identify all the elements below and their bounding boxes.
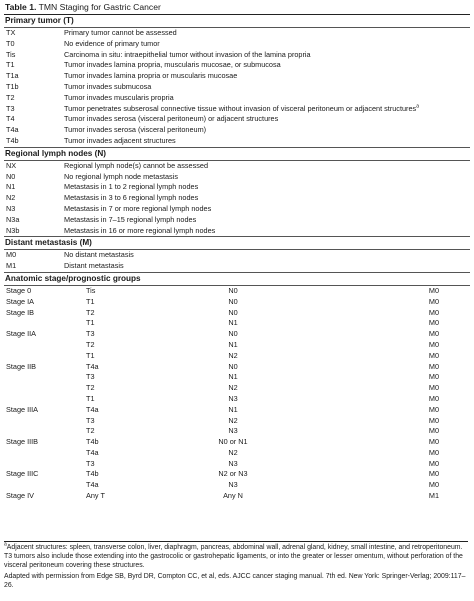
definition-code: N0 <box>6 171 16 181</box>
definition-code: Tis <box>6 49 16 59</box>
stage-m: M0 <box>428 480 439 490</box>
stage-name <box>4 459 86 470</box>
definition-text <box>64 204 470 215</box>
stage-row <box>4 286 470 297</box>
definition-row <box>4 104 470 115</box>
stage-t: T2 <box>86 339 95 349</box>
footnote-ref: a <box>416 103 419 110</box>
stage-m: M0 <box>428 361 439 371</box>
stage-row <box>4 383 470 394</box>
definition-text <box>64 82 470 93</box>
definition-text <box>64 60 470 71</box>
stage-n: Any N <box>223 491 243 501</box>
stage-t: T4b <box>86 437 99 447</box>
definition-desc: Tumor invades adjacent structures <box>64 135 176 145</box>
stage-m: M0 <box>428 415 439 425</box>
stage-m: M0 <box>428 307 439 317</box>
stage-n: N2 <box>228 447 238 457</box>
stage-m: M0 <box>428 285 439 295</box>
stage-n: N2 <box>228 350 238 360</box>
definition-row <box>4 204 470 215</box>
definition-row <box>4 93 470 104</box>
definition-desc: Primary tumor cannot be assessed <box>64 28 177 37</box>
stage-name <box>4 426 86 437</box>
definition-text <box>64 136 470 147</box>
stage-n: N0 <box>228 329 238 339</box>
stage-row <box>4 480 470 491</box>
definition-text <box>64 226 470 237</box>
stage-m: M0 <box>428 329 439 339</box>
definition-row <box>4 71 470 82</box>
definition-row <box>4 50 470 61</box>
distant-metastasis-header: Distant metastasis (M) <box>4 236 470 250</box>
definition-row <box>4 136 470 147</box>
definition-desc: Carcinoma in situ: intraepithelial tumor without invasion of the lamina propria <box>64 49 311 59</box>
definition-desc: No evidence of primary tumor <box>64 38 160 48</box>
definition-text <box>64 50 470 61</box>
primary-tumor-rows <box>4 28 470 147</box>
stage-n: N3 <box>228 480 238 490</box>
definition-text <box>64 215 470 226</box>
footnote-marker: a <box>4 541 7 548</box>
regional-nodes-rows <box>4 161 470 237</box>
table-title <box>4 0 470 15</box>
definition-code: M1 <box>6 261 17 271</box>
definition-text <box>64 125 470 136</box>
definition-text <box>64 182 470 193</box>
stage-m: M0 <box>428 404 439 414</box>
stage-t: T3 <box>86 415 95 425</box>
stage-t: T2 <box>86 307 95 317</box>
definition-text <box>64 261 470 272</box>
definition-code: N3b <box>6 225 20 235</box>
stage-t: T3 <box>86 329 95 339</box>
stage-row <box>4 394 470 405</box>
definition-text <box>64 250 470 261</box>
definition-text <box>64 104 470 115</box>
stage-n: N1 <box>228 404 238 414</box>
stage-t: T4b <box>86 469 99 479</box>
definition-row <box>4 182 470 193</box>
definition-text <box>64 114 470 125</box>
definition-code: NX <box>6 160 17 170</box>
definition-text <box>64 193 470 204</box>
stage-name: Stage IIA <box>6 329 37 339</box>
stage-row <box>4 308 470 319</box>
definition-code: M0 <box>6 250 17 260</box>
footnote <box>4 541 468 571</box>
definition-desc: Tumor invades lamina propria, muscularis mucosae, or submucosa <box>64 60 281 70</box>
stage-n: N2 or N3 <box>218 469 248 479</box>
stage-row <box>4 491 470 502</box>
definition-desc: Tumor penetrates subserosal connective tissue without invasion of visceral peritoneum or adjacent structures <box>64 103 417 113</box>
stage-name <box>4 416 86 427</box>
definition-text <box>64 161 470 172</box>
definition-code: TX <box>6 28 16 37</box>
definition-code: T1 <box>6 60 15 70</box>
stage-m: M0 <box>428 339 439 349</box>
stage-t: T3 <box>86 458 95 468</box>
stage-row <box>4 372 470 383</box>
stage-name <box>4 448 86 459</box>
stage-n: N3 <box>228 393 238 403</box>
stage-m: M0 <box>428 458 439 468</box>
stage-name <box>4 340 86 351</box>
stage-n: N0 <box>228 307 238 317</box>
definition-text <box>64 39 470 50</box>
stage-row <box>4 297 470 308</box>
stage-m: M0 <box>428 318 439 328</box>
definition-code: T2 <box>6 92 15 102</box>
stage-name <box>4 372 86 383</box>
stage-m: M0 <box>428 296 439 306</box>
stage-n: N0 <box>228 285 238 295</box>
stage-row <box>4 416 470 427</box>
definition-code: N3 <box>6 203 16 213</box>
stage-t: T2 <box>86 383 95 393</box>
primary-tumor-header: Primary tumor (T) <box>4 15 470 28</box>
stage-t: T1 <box>86 350 95 360</box>
stage-row <box>4 362 470 373</box>
stage-name <box>4 383 86 394</box>
definition-code: N3a <box>6 214 20 224</box>
stage-name: Stage 0 <box>6 285 32 295</box>
definition-row <box>4 261 470 272</box>
stage-n: N0 <box>228 296 238 306</box>
definition-row <box>4 161 470 172</box>
stage-n: N3 <box>228 458 238 468</box>
table-title-text: TMN Staging for Gastric Cancer <box>38 2 161 12</box>
stage-row <box>4 469 470 480</box>
definition-desc: Metastasis in 16 or more regional lymph nodes <box>64 225 216 235</box>
footnote-text: Adjacent structures: spleen, transverse colon, liver, diaphragm, pancreas, abdominal wall, adrenal gland, kidney, small intestine, and retroperitoneum. T3 tumors also include those extending into the gastrocolic or gastrohepatic ligaments, or into the greater or lesser omentum, without perforation of the visceral peritoneum covering these structures. <box>4 544 463 570</box>
definition-code: N1 <box>6 182 16 192</box>
stage-row <box>4 318 470 329</box>
stage-t: T1 <box>86 296 95 306</box>
stage-name: Stage IIIB <box>6 437 39 447</box>
definition-row <box>4 172 470 183</box>
definition-code: T1b <box>6 81 19 91</box>
definition-code: T4b <box>6 135 19 145</box>
stage-name: Stage IIIC <box>6 469 39 479</box>
stage-m: M0 <box>428 447 439 457</box>
stage-m: M0 <box>428 350 439 360</box>
definition-desc: Tumor invades serosa (visceral peritoneum) or adjacent structures <box>64 114 279 124</box>
definition-row <box>4 28 470 39</box>
stage-name <box>4 480 86 491</box>
definition-row <box>4 125 470 136</box>
definition-code: T3 <box>6 103 15 113</box>
definition-code: T4 <box>6 114 15 124</box>
definition-desc: Metastasis in 7–15 regional lymph nodes <box>64 214 197 224</box>
distant-metastasis-rows <box>4 250 470 272</box>
regional-nodes-header: Regional lymph nodes (N) <box>4 147 470 161</box>
stage-row <box>4 459 470 470</box>
stage-m: M0 <box>428 383 439 393</box>
definition-row <box>4 114 470 125</box>
definition-row <box>4 39 470 50</box>
definition-code: N2 <box>6 193 16 203</box>
stage-t: T4a <box>86 480 99 490</box>
definition-desc: Tumor invades muscularis propria <box>64 92 174 102</box>
stage-m: M0 <box>428 372 439 382</box>
definition-desc: Distant metastasis <box>64 261 124 271</box>
definition-desc: No distant metastasis <box>64 250 134 260</box>
stage-t: Any T <box>86 491 105 501</box>
stage-row <box>4 437 470 448</box>
stage-name: Stage IIIA <box>6 404 39 414</box>
definition-row <box>4 250 470 261</box>
stage-row <box>4 405 470 416</box>
stage-m: M1 <box>428 491 439 501</box>
stage-t: T4a <box>86 361 99 371</box>
stage-row <box>4 351 470 362</box>
definition-desc: Tumor invades serosa (visceral peritoneum) <box>64 125 207 135</box>
stage-n: N1 <box>228 372 238 382</box>
stage-name <box>4 351 86 362</box>
stage-m: M0 <box>428 437 439 447</box>
definition-text <box>64 71 470 82</box>
stage-n: N0 <box>228 361 238 371</box>
stage-groups-rows <box>4 286 470 502</box>
definition-code: T4a <box>6 125 19 135</box>
stage-m: M0 <box>428 469 439 479</box>
stage-t: T1 <box>86 318 95 328</box>
stage-name: Stage IV <box>6 491 34 501</box>
definition-code: T1a <box>6 71 19 81</box>
definition-desc: Metastasis in 1 to 2 regional lymph nodes <box>64 182 199 192</box>
stage-name <box>4 394 86 405</box>
definition-text <box>64 28 470 39</box>
stage-t: T2 <box>86 426 95 436</box>
stage-name: Stage IIB <box>6 361 37 371</box>
definition-desc: Tumor invades lamina propria or muscularis mucosae <box>64 71 238 81</box>
definition-desc: Metastasis in 3 to 6 regional lymph nodes <box>64 193 199 203</box>
definition-desc: Tumor invades submucosa <box>64 81 152 91</box>
definition-desc: Regional lymph node(s) cannot be assessed <box>64 160 208 170</box>
stage-t: T4a <box>86 404 99 414</box>
stage-t: T3 <box>86 372 95 382</box>
stage-n: N1 <box>228 318 238 328</box>
definition-text <box>64 172 470 183</box>
stage-n: N2 <box>228 415 238 425</box>
stage-n: N1 <box>228 339 238 349</box>
definition-text <box>64 93 470 104</box>
stage-row <box>4 340 470 351</box>
definition-row <box>4 226 470 237</box>
definition-row <box>4 215 470 226</box>
stage-n: N2 <box>228 383 238 393</box>
table-title-label: Table 1. <box>5 2 37 12</box>
definition-desc: No regional lymph node metastasis <box>64 171 178 181</box>
stage-t: T4a <box>86 447 99 457</box>
stage-row <box>4 448 470 459</box>
stage-name: Stage IB <box>6 307 34 317</box>
source-note: Adapted with permission from Edge SB, Byrd DR, Compton CC, et al, eds. AJCC cancer staging manual. 7th ed. New York: Springer-Verlag; 2009:117–26. <box>4 573 466 590</box>
definition-row <box>4 60 470 71</box>
stage-m: M0 <box>428 426 439 436</box>
stage-name: Stage IA <box>6 296 34 306</box>
stage-m: M0 <box>428 393 439 403</box>
stage-t: Tis <box>86 285 96 295</box>
definition-row <box>4 82 470 93</box>
stage-row <box>4 329 470 340</box>
stage-t: T1 <box>86 393 95 403</box>
stage-n: N0 or N1 <box>218 437 248 447</box>
stage-name <box>4 318 86 329</box>
definition-row <box>4 193 470 204</box>
stage-n: N3 <box>228 426 238 436</box>
definition-code: T0 <box>6 38 15 48</box>
stage-row <box>4 426 470 437</box>
stage-groups-header: Anatomic stage/prognostic groups <box>4 272 470 286</box>
definition-desc: Metastasis in 7 or more regional lymph nodes <box>64 203 212 213</box>
